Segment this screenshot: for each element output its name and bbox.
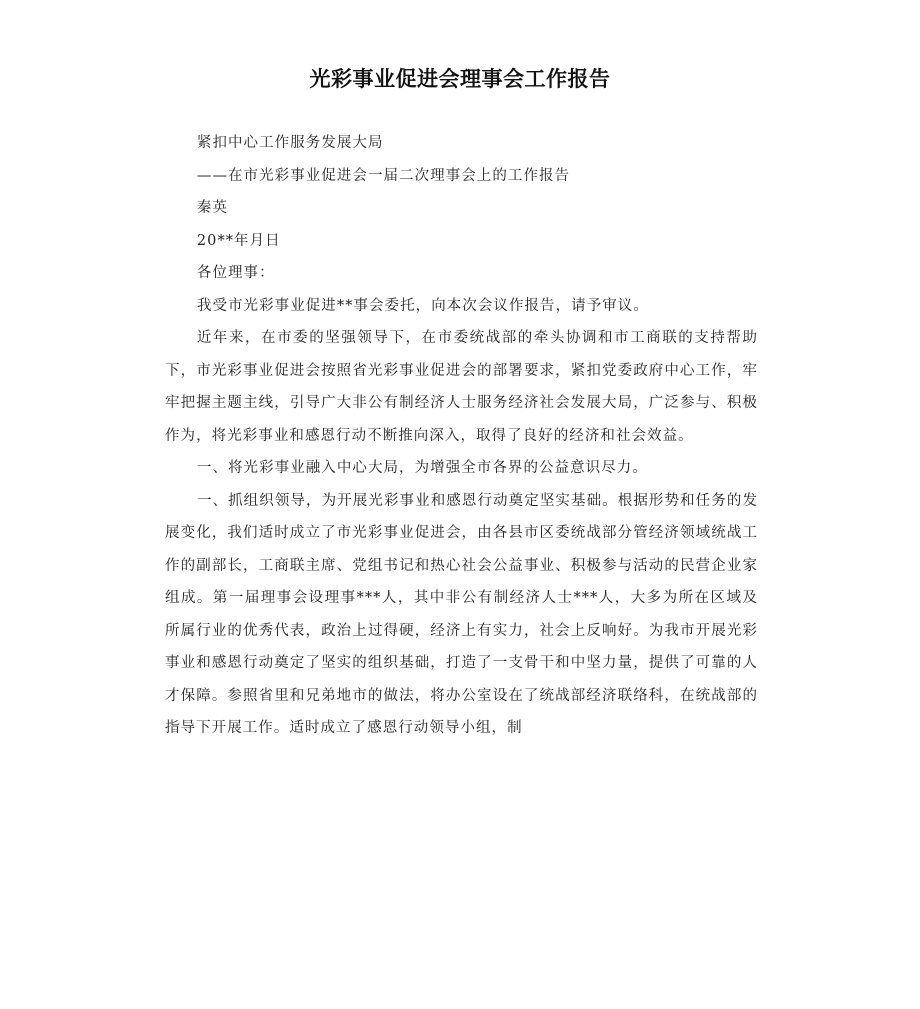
- body-paragraph: 一、抓组织领导，为开展光彩事业和感恩行动奠定坚实基础。根据形势和任务的发展变化，我们适时成立了市光彩事业促进会，由各县市区委统战部分管经济领域统战工作的副部长，工商联主席、党组书记和热心社会公益事业、积极参与活动的民营企业家组成。第一届理事会设理事***人，其中非公有制经济人士***人，大多为所在区域及所属行业的优秀代表，政治上过得硬，经济上有实力，社会上反响好。为我市开展光彩事业和感恩行动奠定了坚实的组织基础，打造了一支骨干和中坚力量，提供了可靠的人才保障。参照省里和兄弟地市的做法，将办公室设在了统战部经济联络科，在统战部的指导下开展工作。适时成立了感恩行动领导小组，制: [165, 492, 758, 736]
- subtitle-subline: ——在市光彩事业促进会一届二次理事会上的工作报告: [196, 167, 571, 184]
- author-line: 秦英: [196, 200, 228, 216]
- body-paragraph: 近年来，在市委的坚强领导下，在市委统战部的牵头协调和市工商联的支持帮助下，市光彩事业促进会按照省光彩事业促进会的部署要求，紧扣党委政府中心工作，牢牢把握主题主线，引导广大非公有制经济人士服务经济社会发展大局，广泛参与、积极作为，将光彩事业和感恩行动不断推向深入，取得了良好的经济和社会效益。: [165, 330, 758, 444]
- date-line: 20**年月日: [196, 232, 281, 249]
- subtitle-line: 紧扣中心工作服务发展大局: [196, 135, 384, 151]
- section-heading: 一、将光彩事业融入中心大局，为增强全市各界的公益意识尽力。: [196, 460, 648, 476]
- salutation: 各位理事：: [196, 265, 275, 281]
- body-paragraph: 我受市光彩事业促进**事会委托，向本次会议作报告，请予审议。: [196, 297, 649, 314]
- document-title: 光彩事业促进会理事会工作报告: [309, 67, 611, 91]
- document-body: [165, 127, 758, 745]
